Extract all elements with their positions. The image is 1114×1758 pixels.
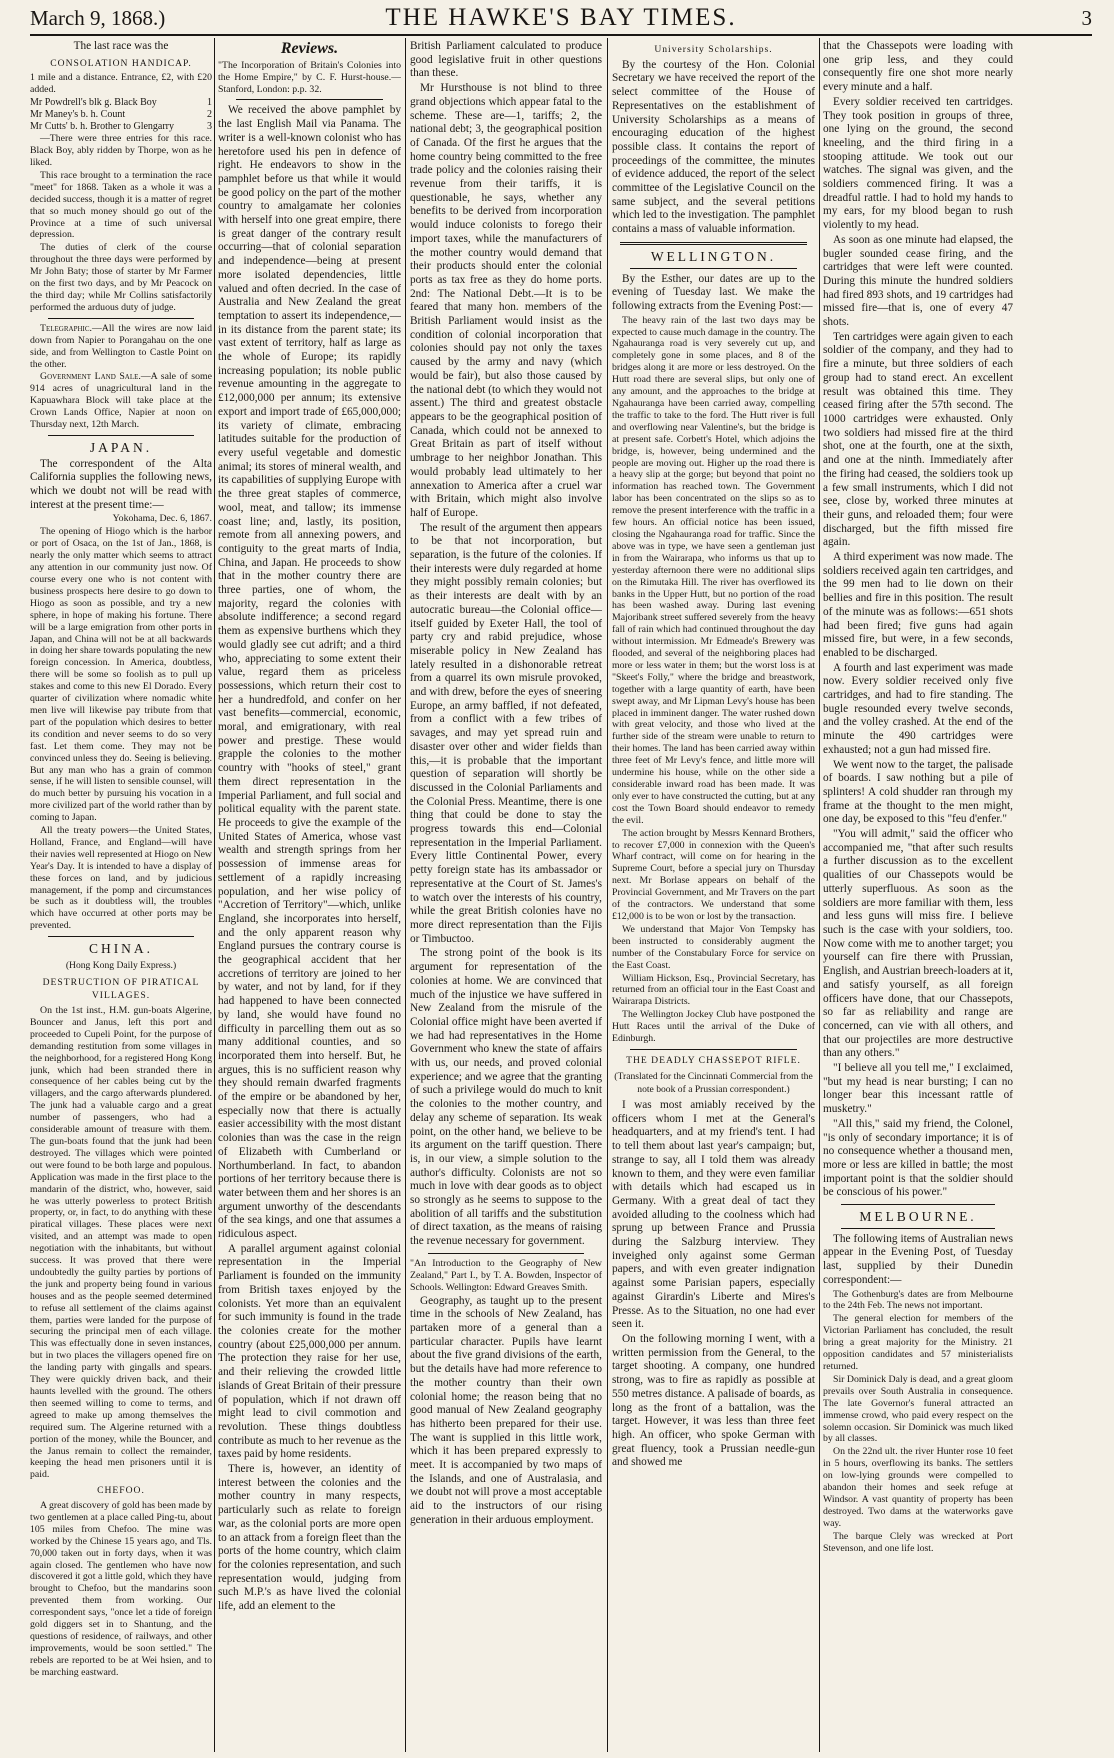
divider	[236, 99, 383, 100]
china-heading: CHINA.	[88, 941, 154, 957]
column-rule	[819, 38, 820, 1752]
consolation-heading: CONSOLATION HANDICAP.	[50, 57, 192, 69]
land-sale-paragraph: Government Land Sale.—A sale of some 914 acres of unagricultural land in the Kapuawhara Block will take place at the Crown Lands Office, Napier at noon on Thursday next, 12th March.	[30, 371, 212, 431]
scholarships-heading: University Scholarships.	[654, 44, 773, 55]
review-paragraph: There is, however, an identity of interest between the colonies and the mother country in many respects, particularly such as relate to foreign war, as the colonial ports are more open to an attack from a foreign fleet than the ports of the home country, which claim for the colonies representation, and such representation would, judging from such M.P.'s as have lived the colonial life, add an element to the	[218, 1463, 401, 1613]
divider	[630, 1049, 797, 1050]
melbourne-paragraph: The general election for members of the Victorian Parliament has concluded, the result bring a great majority for the Ministry. 21 opposition candidates and 57 ministerialists returned.	[823, 1313, 1013, 1373]
race-close-paragraph: This race brought to a termination the race "meet" for 1868. Taken as a whole it was a decided success, though it is a matter of regret that so much money should go out of the Province at a time of such universal depression.	[30, 169, 212, 241]
wellington-intro: By the Esther, our dates are up to the evening of Tuesday last. We make the following extracts from the Evening Post:—	[612, 272, 815, 312]
divider	[630, 268, 797, 269]
wellington-paragraph: We understand that Major Von Tempsky has been instructed to considerably augment the number of the Constabulary Force for service on the East Coast.	[612, 923, 815, 971]
divider	[620, 242, 807, 245]
runner-place: 1	[207, 97, 212, 109]
divider	[841, 1228, 995, 1229]
chassepot-heading: THE DEADLY CHASSEPOT RIFLE.	[626, 1054, 801, 1066]
runner-name: Mr Cutts' b. h. Brother to Glengarry	[30, 121, 175, 133]
review-paragraph: A parallel argument against colonial representation in the Imperial Parliament is founded on the immunity from British taxes enjoyed by the colonists. Yet more than an equivalent for such immunity is found in the trade the colonies create for the mother country (about £25,000,000 per annum. The protection they raise for her use, and their relieving the crowded little islands of Great Britain of their pressure of population, which if not drawn off might lead to civil commotion and revolution. These things doubtless contribute as much to her revenue as the taxes paid by home residents.	[218, 1242, 401, 1461]
wellington-paragraph: The Wellington Jockey Club have postponed the Hutt Races until the arrival of the Duke of Edinburgh.	[612, 1009, 815, 1045]
column-2	[218, 40, 401, 1752]
wellington-paragraph: The heavy rain of the last two days may be expected to cause much damage in the country. The Ngahauranga road is very severely cut up, and completely gone in some places, and 8 of the bridges along it are more or less destroyed. On the Hutt road there are several slips, but only one of any amount, and the approaches to the bridge at Ngahauranga have been carried away, compelling the traffic to take to the ford. The Hutt river is full and overflowing near Valentine's, but the bridge is at present safe. Corbett's Hotel, which adjoins the bridge, is, however, being undermined and the people are moving out. Higher up the road there is a heavy slip at the gorge; but beyond that point no information has reached town. The Government labor has been concentrated on the slips so as to remove the present interference with the traffic in a few hours. An official notice has been issued, closing the Ngahauranga road for traffic. Since the above was in type, we have seen a gentleman just in from the Wairarapa, who informs us that up to yesterday afternoon there were no additional slips on the Rimutaka Hill. The river has overflowed its banks in the Upper Hutt, but no portion of the road has been washed away. During last evening Majoribank street suffered severely from the heavy fall of rain which had continued throughout the day without intermission. Mr Edmeade's Brewery was flooded, and several of the neighboring places had more or less water in them; but the worst loss is at "Skeet's Folly," where the bridge and breastwork, together with a large quantity of earth, have been swept away, and Mr Lipman Levy's house has been placed in imminent danger. The water rushed down with great velocity, and those who lived at the further side of the stream were unable to return to their homes. The land has been carried away within three feet of Mr Levy's fence, and little more will undermine his house, while on the other side a considerable inward road has been made. It was only ever to have constructed the cutting, but at any cost the Town Board should endeavor to remedy the evil.	[612, 314, 815, 826]
column-4	[612, 40, 815, 1752]
wellington-paragraph: William Hickson, Esq., Provincial Secretary, has returned from an official tour in the East Coast and Wairarapa Districts.	[612, 972, 815, 1008]
japan-intro: The correspondent of the Alta California supplies the following news, which we doubt not will be read with interest at the present time:—	[30, 457, 212, 511]
column-rule	[405, 38, 406, 1752]
column-rule	[607, 38, 608, 1752]
review-paragraph: Geography, as taught up to the present time in the schools of New Zealand, has partaken more of a general than a particular character. Pupils have learnt about the five grand divisions of the earth, but the details have had more reference to the mother country than their own colonial home; the reason being that no good manual of New Zealand geography has hitherto been prepared for their use. The want is supplied in this little work, which it has been prepared expressly to meet. It is accompanied by two maps of the Islands, and one of Australasia, and we doubt not will prove a most acceptable aid to the instructors of our rising generation in their arduous employment.	[410, 1294, 602, 1526]
review-paragraph: Mr Hursthouse is not blind to three grand objections which appear fatal to the scheme. These are—1, tariffs; 2, the national debt; 3, the geographical position of Canada. Of the first he argues that the home country being committed to the free trade policy and the colonies raising their revenue from their tariffs, it is questionable, he says, whether any benefits to be derived from incorporation would induce colonists to forego their import taxes, while the manufacturers of the mother country would demand that their products should enter the colonial ports as tax free as they do home ports. 2nd: The National Debt.—It is to be feared that many hon. members of the British Parliament would insist as the condition of colonial incorporation that colonies should pay not only the taxes caused by the army and navy (which would be fair), but also those caused by the national debt (to which they would not assent.) The third and greatest obstacle appears to be the geographical position of Canada, which could not be annexed to Great Britain as part of itself without umbrage to her neighbor Jonathan. This would probably lead ultimately to her annexation to America after a cruel war with Britain, which might also involve half of Europe.	[410, 82, 602, 519]
review-book-title: "The Incorporation of Britain's Colonies into the Home Empire," by C. F. Hurst-house.—Stanford, London: p.p. 32.	[218, 59, 401, 95]
china-paragraph: On the 1st inst., H.M. gun-boats Algerine, Bouncer and Janus, left this port and proceeded to Cupeli Point, for the purpose of demanding restitution from some villages in the neighborhood, for a registered Hong Kong junk, which had been stranded there in consequence of her cables being cut by the villagers, and the cargo afterwards plundered. The junk had a valuable cargo and a great number of passengers, who had a considerable amount of treasure with them. The gun-boats found that the junk had been destroyed. The villages which were pointed out were found to be both large and populous. Application was made in the first place to the mandarin of the district, who, however, said he was utterly powerless to protect British property, or, in fact, to do anything with these piratical villages. These places were next visited, and an attempt was made to open negotiation with the inhabitants, but without success. It was proved that there were undoubtedly the guilty parties by portions of the junk and property being found in various houses and as the people seemed determined to refuse all settlement of the claims against them, parties were landed for the purpose of securing the principal men of each village. This was effectually done in seven instances, but in two places the villagers opened fire on the landing party with gingalls and spears. They were quickly driven back, and their haunts levelled with the ground. The others then seemed willing to come to terms, and agreed to make up among themselves the required sum. The Algerine returned with a portion of the money, while the Bouncer, and the Janus remain to collect the remainder, keeping the head men prisoners until it is paid.	[30, 1005, 212, 1481]
newspaper-title: THE HAWKE'S BAY TIMES.	[385, 4, 737, 31]
race-officials-paragraph: The duties of clerk of the course throughout the three days were performed by Mr John Baty; those of starter by Mr Farmer on the first two days, and by Mr Peacock on the third day; while Mr Collins satisfactorily performed the arduous duty of judge.	[30, 242, 212, 313]
melbourne-paragraph: The Gothenburg's dates are from Melbourne to the 24th Feb. The news not important.	[823, 1288, 1013, 1312]
melbourne-intro: The following items of Australian news appear in the Evening Post, of Tuesday last, supplied by their Dunedin correspondent:—	[823, 1232, 1013, 1286]
divider	[48, 318, 194, 319]
chefoo-paragraph: A great discovery of gold has been made by two gentlemen at a place called Ping-tu, about 105 miles from Chefoo. The mine was worked by the Chinese 15 years ago, and Tls. 70,000 taken out in forty days, when it was again closed. The gentlemen who have now discovered it got a little gold, which they have brought to Chefoo, but the mandarins soon prevented them from working. Our correspondent says, "once let a tide of foreign gold diggers set in to Shantung, and the questions of residence, of railways, and other improvements, would be soon settled." The rebels are reported to be at Wei hsien, and to be marching eastward.	[30, 1499, 212, 1678]
japan-paragraph: The opening of Hiogo which is the harbor or port of Osaca, on the 1st of Jan., 1868, is nearly the only matter which seems to attract any attention in our community just now. Of course every one who is not content with business prospects here desire to go down to Hiogo as soon as possible, and try a new sphere, in hope of making his fortune. There will be a large emigration from other ports in Japan, and China will not be at all backwards in doing her share towards populating the new foreign concession. In America, doubtless, there will be some so foolish as to pull up stakes and come to this new El Dorado. Every quarter of civilization where nomadic white men live will likewise pay tribute from that part of the population which desires to better its condition and never seems to do so very fast. Let them come. They may not be convinced unless they do. Seeing is believing. But any man who has a grain of common sense, if he will listen to sensible counsel, will do much better by pursuing his vocation in a more civilized part of the world rather than by coming to Japan.	[30, 526, 212, 824]
divider	[48, 435, 194, 436]
chassepot-paragraph: that the Chassepots were loading with one grip less, and they could consequently fire one shot more nearly every minute and a half.	[823, 40, 1013, 94]
china-source: (Hong Kong Daily Express.)	[65, 959, 177, 971]
column-1	[30, 40, 212, 1752]
review-book-title: "An Introduction to the Geography of New Zealand," Part I., by T. A. Bowden, Inspector of Schools. Wellington: Edward Greaves Smith.	[410, 1257, 602, 1293]
masthead	[30, 4, 1092, 36]
chassepot-paragraph: We went now to the target, the palisade of boards. I saw nothing but a pile of splinters! A cold shudder ran through my frame at the thought to the men might, one day, be exposed to this "feu d'enfer."	[823, 758, 1013, 826]
chassepot-paragraph: On the following morning I went, with a written permission from the General, to the target shooting. A company, one hundred strong, was to fire as rapidly as possible at 550 metres distance. A palisade of boards, as long as the front of a battalion, was the target. However, it was less than three feet high. An officer, who spoke German with great fluency, took a Prussian needle-gun and showed me	[612, 1333, 815, 1469]
chassepot-paragraph: As soon as one minute had elapsed, the bugler sounded cease firing, and the cartridges that were left were counted. During this minute the hundred soldiers had fired 893 shots, and 19 cartridges had missed fire—that is, one of every 47 shots.	[823, 233, 1013, 329]
telegraphic-paragraph: Telegraphic.—All the wires are now laid down from Napier to Porangahau on the one side, and from Wellington to Castle Point on the other.	[30, 322, 212, 370]
race-runner	[30, 121, 212, 133]
runner-name: Mr Maney's b. h. Count	[30, 109, 126, 121]
chassepot-source: (Translated for the Cincinnati Commercial from the note book of a Prussian correspondent.)	[614, 1070, 813, 1096]
reviews-heading: Reviews.	[280, 40, 339, 57]
melbourne-paragraph: Sir Dominick Daly is dead, and a great gloom prevails over South Australia in consequence. The late Governor's funeral attracted an immense crowd, who paid every respect on the solemn occasion. Sir Dominick was much liked by all classes.	[823, 1373, 1013, 1445]
review-paragraph: We received the above pamphlet by the last English Mail via Panama. The writer is a well-known colonist who has heretofore used his pen in defence of right. He endeavors to show in the pamphlet before us that while it would be good policy on the part of the mother country to amalgamate her colonies with herself into one great empire, there is great danger of the contrary result occurring—that of colonial separation and independence—being at present more isolated dependencies, little valued and often decried. In the case of Australia and New Zealand the great temptation to assert its independence,—in its distance from the parent state; its vast extent of territory, half as large as the whole of Europe; its rapidly increasing population; its noble public revenue amounting in the aggregate to £12,000,000 per annum; its extensive export and import trade of £65,000,000; its variety of climate, embracing latitudes suitable for the production of every useful vegetable and domestic animal; its stores of mineral wealth, and its capabilities of supplying Europe with the three great staples of commerce, wool, meat, and tallow; its immense coast line; and, lastly, its position, remote from all annexing powers, and contiguity to the great marts of India, China, and Japan. He proceeds to show that in the mother country there are three parties, one of whom, the majority, regard the colonies with absolute indifference; a second regard them as expensive burthens which they would gladly see cut adrift; and a third who, appreciating to some extent their value, regard them as priceless possessions, which return their cost to her a hundredfold, and confer on her vast benefits—commercial, economic, moral, and emigrationary, with real power and prestige. These would grapple the colonies to the mother country with "hooks of steel," grant them direct representation in the Imperial Parliament, and full social and political equality with the parent state. He proceeds to give the example of the United States of America, whose vast wealth and strength springs from her possession of immense areas for settlement of a rapidly increasing population, and her wise policy of "Accretion of Territory"—which, unlike England, she incorporates into herself, and the only apparent reason why England pursues the contrary course is the geographical accident that her accretions of territory are joined to her by water, and not by land, for if they had happened to have been connected by land, she would have found no difficulty in parcelling them out as so many additional counties, and so incorporated them into herself. But, he argues, this is no sufficient reason why they should remain dwarfed fragments of the empire or be abandoned by her, especially now that there is actually easier accessibility with the most distant colonies than was the case in the reign of Elizabeth with Cumberland or Northumberland. In fact, to abandon portions of her territory because there is water between them and her shores is an argument unworthy of the descendants of the sea kings, and one that assumes a ridiculous aspect.	[218, 104, 401, 1241]
column-5	[823, 40, 1013, 1752]
chassepot-paragraph: "All this," said my friend, the Colonel, "is only of secondary importance; it is of no consequence whether a thousand men, more or less are killed in battle; the most important point is that the soldier should be conscious of his power."	[823, 1117, 1013, 1199]
column-rule	[214, 38, 215, 1752]
race-intro: The last race was the	[73, 40, 169, 52]
melbourne-paragraph: On the 22nd ult. the river Hunter rose 10 feet in 5 hours, overflowing its banks. The settlers on low-lying grounds were compelled to abandon their homes and seek refuge at Windsor. A vast quantity of property has been destroyed. Two dams at the waterworks gave way.	[823, 1446, 1013, 1529]
chassepot-paragraph: "I believe all you tell me," I exclaimed, "but my head is near bursting; I can no longer bear this incessant rattle of musketry."	[823, 1062, 1013, 1116]
china-subheading: DESTRUCTION OF PIRATICAL VILLAGES.	[42, 976, 200, 1002]
chassepot-paragraph: I was most amiably received by the officers whom I met at the General's headquarters, and at my friend's tent. I had to tell them about last year's campaign; but, strange to say, all I told them was already known to them, and they were even familiar with details which had escaped us in Germany. With a great deal of tact they avoided alluding to the coolness which had sprung up between France and Prussia during the Salzburg interview. They inveighed only against some German papers, and with even greater indignation against some Parisian papers, especially against Girardin's Liberte and Mires's Presse. As to the Situation, no one had ever seen it.	[612, 1099, 815, 1331]
divider	[841, 1204, 995, 1205]
runner-place: 2	[207, 109, 212, 121]
consolation-note: —There were three entries for this race. Black Boy, ably ridden by Thorpe, won as he liked.	[30, 133, 212, 169]
wellington-paragraph: The action brought by Messrs Kennard Brothers, to recover £7,000 in connexion with the Queen's Wharf contract, will come on for hearing in the Supreme Court, before a special jury on Thursday next. Mr Borlase appears on behalf of the Provincial Government, and Mr Travers on the part of the contractors. We understand that some £12,000 is to be won or lost by the transaction.	[612, 827, 815, 922]
wellington-heading: WELLINGTON.	[650, 248, 777, 264]
divider	[428, 1253, 584, 1254]
chefoo-heading: CHEFOO.	[97, 1485, 145, 1497]
japan-paragraph: All the treaty powers—the United States, Holland, France, and England—will have their navies well represented at Hiogo on New Year's Day. It is intended to have a display of these forces on land, and by judicious management, if the pomp and circumstances be such as it doubtless will, the troubles which have occurred at other ports may be prevented.	[30, 825, 212, 932]
melbourne-paragraph: The barque Clely was wrecked at Port Stevenson, and one life lost.	[823, 1530, 1013, 1554]
japan-dateline: Yokohama, Dec. 6, 1867.	[112, 513, 212, 525]
race-runner	[30, 97, 212, 109]
chassepot-paragraph: "You will admit," said the officer who accompanied me, "that after such results a further discussion as to the excellent qualities of our Chassepots would be utterly superfluous. As soon as the soldiers are more familiar with them, less and less guns will miss fire. I believe such is the case with your soldiers, too. Now come with me to another target; you yourself can fire there with Prussian, English, and Austrian breech-loaders at it, and satisfy yourself, as all foreign officers have done, that our Chassepots, so far as reliability and range are concerned, can vie with all others, and that our projectiles are more destructive than any others."	[823, 828, 1013, 1060]
chassepot-paragraph: Every soldier received ten cartridges. They took position in groups of three, one lying on the ground, the second kneeling, and the third firing in a stooping attitude. We took out our watches. The signal was given, and the soldiers commenced firing. It was a dreadful rattle. I had to hold my hands to my ears, for my blood began to rush violently to my head.	[823, 95, 1013, 232]
scholarships-paragraph: By the courtesy of the Hon. Colonial Secretary we have received the report of the select committee of the House of Representatives on the establishment of University Scholarships as a means of encouraging education of the highest possible class. It contains the report of proceedings of the committee, the minutes of evidence adduced, the report of the select committee of the Legislative Council on the same subject, and the several petitions which led to the investigation. The pamphlet contains a mass of valuable information.	[612, 58, 815, 236]
review-paragraph: The result of the argument then appears to be that not incorporation, but separation, is the future of the colonies. If their interests were duly regarded at home they might possibly remain colonies; but as their interests are dealt with by an autocratic bureau—the Colonial office—itself guided by Exeter Hall, the tool of party cry and rabid prejudice, whose miserable policy in New Zealand has lately resulted in a dishonorable retreat from a quarrel its own misrule provoked, and with drew, before the eyes of sneering Europe, an army baffled, if not defeated, from a conflict with a few tribes of savages, and may yet spread ruin and disaster over other and wider fields than this,—it is probable that the important question of separation will shortly be discussed in the Colonial Parliaments and the Colonial Press. Meantime, there is one thing that could be done to stay the progress towards this end—Colonial representation in the Imperial Parliament. Every little Continental Power, every petty foreign state has its ambassador or representative at the Court of St. James's to watch over the interests of his country, while the great British colonies have no more direct representation than the Fijis or Timbuctoo.	[410, 521, 602, 945]
consolation-terms: 1 mile and a distance. Entrance, £2, with £20 added.	[30, 72, 212, 96]
japan-heading: JAPAN.	[89, 439, 153, 455]
page-number: 3	[1081, 6, 1092, 30]
issue-date: March 9, 1868.)	[30, 6, 166, 30]
runner-name: Mr Powdrell's blk g. Black Boy	[30, 97, 157, 109]
runner-place: 3	[207, 121, 212, 133]
review-paragraph: The strong point of the book is its argument for representation of the colonies at home. We are convinced that much of the injustice we have suffered in New Zealand from the misrule of the Colonial office might have been averted if we had had representatives in the Home Government who knew the state of affairs with us, our needs, and proved colonial experience; and we agree that the granting of such a privilege would do much to knit the colonies to the mother country, and delay any scheme of separation. Its weak point, on the other hand, we believe to be its argument on the tariff question. There is, in our view, a simple solution to the author's difficulty. Colonists are not so much in love with dear goods as to object so strongly as he seems to suppose to the abolition of all tariffs and the substitution of direct taxation, as the means of raising the revenue necessary for government.	[410, 947, 602, 1248]
column-3	[410, 40, 602, 1752]
chassepot-paragraph: A fourth and last experiment was made now. Every soldier received only five cartridges, and had to fire standing. The bugle resounded every twelve seconds, and the volley crashed. At the end of the minute the 490 cartridges were exhausted; not a gun had missed fire.	[823, 661, 1013, 756]
race-runner	[30, 109, 212, 121]
melbourne-heading: MELBOURNE.	[859, 1209, 977, 1225]
review-paragraph: British Parliament calculated to produce good legislative fruit in other questions than these.	[410, 40, 602, 80]
divider	[48, 936, 194, 937]
chassepot-paragraph: Ten cartridges were again given to each soldier of the company, and they had to fire a minute, but three soldiers of each group had to stand erect. An excellent result was obtained this time. They ceased firing after the 57th second. The 1000 cartridges were exhausted. Only two soldiers had missed fire at the third shot, one at the fourth, one at the sixth, and one at the ninth. Immediately after the firing had ceased, the soldiers took up a few small instruments, which I did not see, close by, worked three minutes at their guns, and reloaded them; four were discharged, but the fifth missed fire again.	[823, 330, 1013, 549]
chassepot-paragraph: A third experiment was now made. The soldiers received again ten cartridges, and the 99 men had to lie down on their bellies and fire in this position. The result of the minute was as follows:—651 shots had been fired; five guns had again missed fire, but were, in a few seconds, enabled to be discharged.	[823, 551, 1013, 659]
